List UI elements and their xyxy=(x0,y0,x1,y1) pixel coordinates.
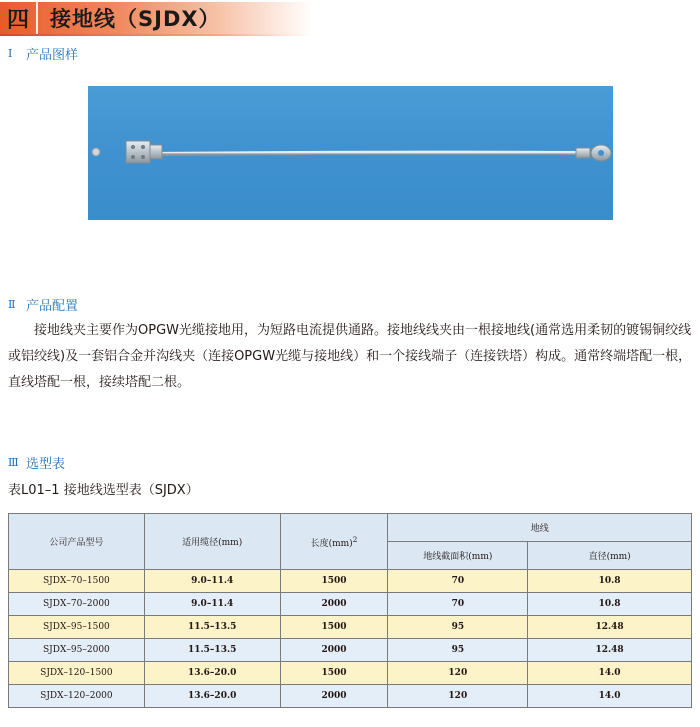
table-row xyxy=(9,639,692,662)
cell-cable: 11.5–13.5 xyxy=(144,616,280,639)
cell-length: 1500 xyxy=(280,570,388,593)
cell-length: 1500 xyxy=(280,616,388,639)
cell-cable: 9.0–11.4 xyxy=(144,570,280,593)
table-row xyxy=(9,570,692,593)
cell-diameter: 12.48 xyxy=(528,639,692,662)
section-title: 产品配置 xyxy=(26,299,79,314)
selection-table xyxy=(8,513,692,708)
header-underline xyxy=(0,34,312,36)
header-length-superscript: 2 xyxy=(352,534,358,544)
section-title: 选型表 xyxy=(26,457,66,472)
header-ground-wire: 地线 xyxy=(388,514,692,542)
header-cable-diameter: 适用缆径(mm) xyxy=(144,514,280,570)
cell-area: 120 xyxy=(388,685,528,708)
cell-area: 95 xyxy=(388,639,528,662)
section-product-config xyxy=(8,295,78,314)
cell-area: 70 xyxy=(388,593,528,616)
header-divider xyxy=(36,2,38,34)
cell-model: SJDX–120–1500 xyxy=(9,662,145,685)
cell-cable: 13.6–20.0 xyxy=(144,662,280,685)
grounding-wire-illustration xyxy=(88,86,613,220)
cell-diameter: 14.0 xyxy=(528,685,692,708)
cell-cable: 9.0–11.4 xyxy=(144,593,280,616)
cell-model: SJDX–120–2000 xyxy=(9,685,145,708)
cell-model: SJDX–70–1500 xyxy=(9,570,145,593)
cell-model: SJDX–70–2000 xyxy=(9,593,145,616)
cell-diameter: 10.8 xyxy=(528,593,692,616)
section-numeral: Ⅲ xyxy=(8,456,19,469)
cell-length: 1500 xyxy=(280,662,388,685)
section-number: 四 xyxy=(6,7,29,33)
cell-length: 2000 xyxy=(280,685,388,708)
section-product-image xyxy=(8,44,78,63)
table-caption: 表L01–1 接地线选型表（SJDX） xyxy=(8,483,199,498)
table-row xyxy=(9,593,692,616)
section-selection-table xyxy=(8,453,65,472)
header-diameter: 直径(mm) xyxy=(528,542,692,570)
product-description: 接地线夹主要作为OPGW光缆接地用，为短路电流提供通路。接地线线夹由一根接地线(通常选用柔韧的镀锡铜绞线或铝绞线)及一套铝合金并沟线夹（连接OPGW光缆与接地线）和一个接线端子（连接铁塔）构成。通常终端塔配一根，直线塔配一根，接续塔配二根。 xyxy=(8,323,692,390)
table-row xyxy=(9,662,692,685)
cell-cable: 11.5–13.5 xyxy=(144,639,280,662)
header-model: 公司产品型号 xyxy=(9,514,145,570)
table-row xyxy=(9,685,692,708)
cell-area: 95 xyxy=(388,616,528,639)
cell-diameter: 12.48 xyxy=(528,616,692,639)
cell-cable: 13.6–20.0 xyxy=(144,685,280,708)
cell-area: 70 xyxy=(388,570,528,593)
section-title: 产品图样 xyxy=(26,48,79,63)
cell-area: 120 xyxy=(388,662,528,685)
cell-diameter: 14.0 xyxy=(528,662,692,685)
cell-diameter: 10.8 xyxy=(528,570,692,593)
header-length-label: 长度(mm) xyxy=(310,538,353,549)
section-numeral: Ⅱ xyxy=(8,298,16,311)
cell-model: SJDX–95–2000 xyxy=(9,639,145,662)
cell-length: 2000 xyxy=(280,639,388,662)
cell-model: SJDX–95–1500 xyxy=(9,616,145,639)
section-header xyxy=(0,2,312,34)
cell-length: 2000 xyxy=(280,593,388,616)
header-length xyxy=(280,514,388,570)
page-title: 接地线（SJDX） xyxy=(50,7,221,31)
section-numeral: Ⅰ xyxy=(8,47,13,60)
product-photo xyxy=(88,86,613,220)
table-row xyxy=(9,616,692,639)
header-cross-section: 地线截面积(mm) xyxy=(388,542,528,570)
